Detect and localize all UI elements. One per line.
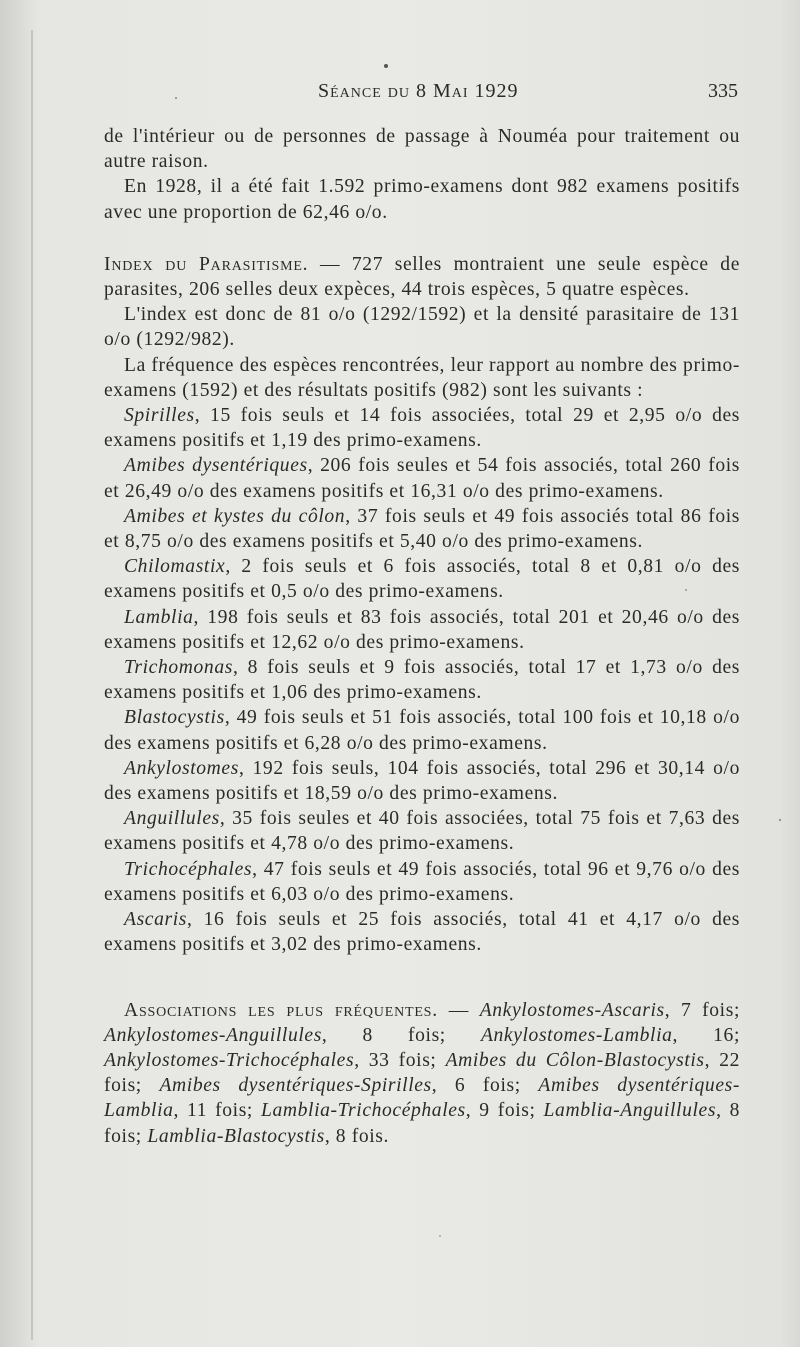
association-name: Ankylostomes-Trichocéphales: [104, 1049, 355, 1071]
species-name: Ankylostomes: [124, 757, 239, 779]
species-text: , 8 fois seuls et 9 fois associés, total 17 et 1,73 o/o des examens positifs et 1,06 des primo-examens.: [104, 657, 740, 704]
species-text: , 206 fois seules et 54 fois associés, total 260 fois et 26,49 o/o des examens positifs et 16,31 o/o des primo-examens.: [104, 455, 740, 502]
species-name: Lamblia: [124, 606, 194, 628]
body-text: [104, 124, 740, 1149]
association-name: Lamblia-Anguillules: [543, 1100, 717, 1122]
species-name: Amibes et kystes du côlon: [124, 505, 346, 527]
species-text: , 2 fois seuls et 6 fois associés, total 8 et 0,81 o/o des examens positifs et 0,5 o/o des primo-examens.: [104, 556, 740, 603]
species-text: , 15 fois seuls et 14 fois associées, total 29 et 2,95 o/o des examens positifs et 1,19 des primo-examens.: [104, 405, 740, 452]
association-name: Lamblia-Trichocéphales: [260, 1100, 466, 1122]
association-name: Amibes dysentériques-Lamblia: [104, 1075, 740, 1122]
association-name: Ankylostomes-Anguillules: [104, 1024, 322, 1046]
species-name: Ascaris: [124, 909, 187, 931]
association-name: Ankylostomes-Lamblia: [480, 1024, 673, 1046]
association-count: , 8 fois;: [321, 1024, 481, 1046]
association-count: , 9 fois;: [465, 1100, 544, 1122]
section-heading-associations: Associations les plus fréquentes.: [124, 999, 438, 1021]
species-entry: [104, 504, 740, 554]
species-text: , 35 fois seules et 40 fois associées, total 75 fois et 7,63 des examens positifs et 4,78 o/o des primo-examens.: [104, 808, 740, 855]
species-text: , 198 fois seuls et 83 fois associés, total 201 et 20,46 o/o des examens positifs et 12,62 o/o des primo-examens.: [104, 606, 740, 653]
species-text: , 192 fois seuls, 104 fois associés, total 296 et 30,14 o/o des examens positifs et 18,59 o/o des primo-examens.: [104, 757, 740, 805]
species-entry: [104, 605, 740, 655]
association-count: , 6 fois;: [431, 1075, 539, 1097]
paragraph-primo-examens: En 1928, il a été fait 1.592 primo-examens dont 982 examens positifs avec une proportion de 62,46 o/o.: [104, 176, 740, 223]
species-name: Trichomonas: [124, 657, 233, 679]
paragraph-frequency-intro: La fréquence des espèces rencontrées, leur rapport au nombre des primo-examens (1592) et des résultats positifs (982) sont les suivants :: [104, 354, 740, 401]
species-text: , 47 fois seuls et 49 fois associés, total 96 et 9,76 o/o des examens positifs et 6,03 o/o des primo-examens.: [104, 858, 740, 905]
species-name: Amibes dysentériques: [124, 455, 308, 477]
association-count: , 33 fois;: [354, 1049, 446, 1071]
species-entry: [104, 907, 740, 957]
paragraph-intro-continued: de l'intérieur ou de personnes de passage à Nouméa pour traitement ou autre raison.: [104, 126, 740, 173]
species-entry: [104, 655, 740, 705]
species-entry: [104, 403, 740, 453]
species-entry: [104, 806, 740, 856]
association-count: , 7 fois;: [664, 999, 740, 1021]
association-name: Ankylostomes-Ascaris: [479, 999, 665, 1021]
associations-dash: —: [437, 999, 480, 1021]
association-name: Lamblia-Blastocystis: [147, 1125, 325, 1147]
association-name: Amibes dysentériques-Spirilles: [159, 1075, 432, 1097]
index-text: — 727 selles montraient une seule espèce de parasites, 206 selles deux expèces, 44 trois espèces, 5 quatre espèces.: [104, 253, 740, 301]
species-text: , 37 fois seuls et 49 fois associés total 86 fois et 8,75 o/o des examens positifs et 5,40 o/o des primo-examens.: [104, 505, 740, 553]
species-entry: [104, 453, 740, 503]
paragraph-index-value: L'index est donc de 81 o/o (1292/1592) et la densité parasitaire de 131 o/o (1292/982).: [104, 304, 740, 351]
species-name: Blastocystis: [124, 707, 225, 729]
species-text: , 49 fois seuls et 51 fois associés, total 100 fois et 10,18 o/o des examens positifs et 6,28 o/o des primo-examens.: [104, 707, 740, 754]
running-title: Séance du 8 Mai 1929: [318, 80, 519, 102]
paragraph-index: [104, 252, 740, 302]
paragraph-associations: [104, 998, 740, 1149]
species-name: Trichocéphales: [124, 858, 253, 880]
association-count: , 22 fois;: [104, 1049, 741, 1097]
association-count: , 16;: [672, 1024, 740, 1046]
species-name: Anguillules: [124, 808, 220, 830]
running-header: [0, 80, 800, 110]
association-count: , 8 fois;: [104, 1100, 740, 1147]
species-name: Spirilles: [124, 405, 195, 427]
association-count: , 8 fois.: [324, 1125, 389, 1147]
association-name: Amibes du Côlon-Blastocystis: [445, 1049, 705, 1071]
association-count: , 11 fois;: [173, 1100, 261, 1122]
section-heading-index: Index du Parasitisme.: [104, 253, 309, 275]
species-entry: [104, 857, 740, 907]
species-name: Chilomastix: [124, 556, 226, 578]
species-entry: [104, 705, 740, 755]
page-number: 335: [708, 80, 738, 102]
species-text: , 16 fois seuls et 25 fois associés, total 41 et 4,17 o/o des examens positifs et 3,02 des primo-examens.: [104, 909, 740, 956]
species-entry: [104, 756, 740, 806]
species-entry: [104, 554, 740, 604]
